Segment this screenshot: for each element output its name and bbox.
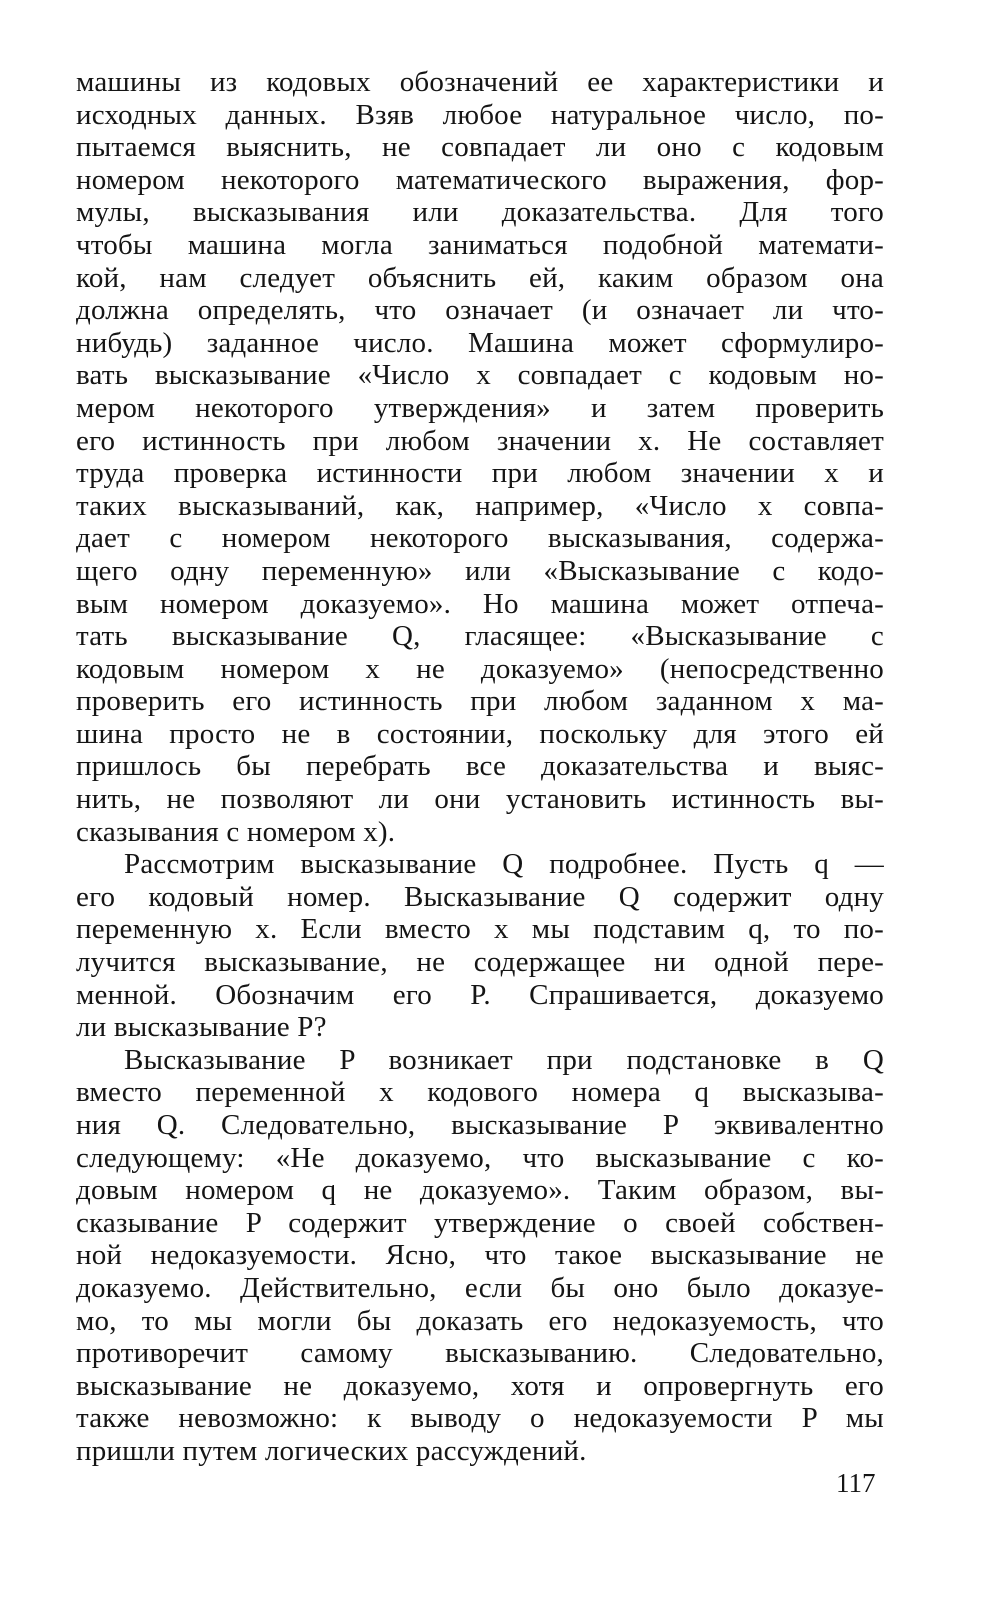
text-line: кодовым номером x не доказуемо» (непосредственно — [76, 652, 884, 685]
paragraph-2 — [76, 848, 884, 1044]
text-line: довым номером q не доказуемо». Таким образом, вы- — [76, 1174, 884, 1207]
text-line: переменную x. Если вместо x мы подставим q, то по- — [76, 913, 884, 946]
page-number: 117 — [836, 1468, 876, 1498]
text-line: мером некоторого утверждения» и затем проверить — [76, 391, 884, 424]
text-line: нить, не позволяют ли они установить истинность вы- — [76, 783, 884, 816]
text-line: вым номером доказуемо». Но машина может отпеча- — [76, 587, 884, 620]
text-line: шина просто не в состоянии, поскольку для этого ей — [76, 717, 884, 750]
text-line: вместо переменной x кодового номера q высказыва- — [76, 1076, 884, 1109]
text-line: его кодовый номер. Высказывание Q содержит одну — [76, 880, 884, 913]
text-line: его истинность при любом значении x. Не составляет — [76, 424, 884, 457]
paragraph-1 — [76, 66, 884, 848]
text-line: вать высказывание «Число x совпадает с кодовым но- — [76, 359, 884, 392]
text-line: пришлось бы перебрать все доказательства и выяс- — [76, 750, 884, 783]
text-line: лучится высказывание, не содержащее ни одной пере- — [76, 946, 884, 979]
text-line: ной недоказуемости. Ясно, что такое высказывание не — [76, 1239, 884, 1272]
text-line: менной. Обозначим его P. Спрашивается, доказуемо — [76, 978, 884, 1011]
paragraph-3 — [76, 1044, 884, 1468]
text-line: щего одну переменную» или «Высказывание с кодо- — [76, 554, 884, 587]
text-line: исходных данных. Взяв любое натуральное число, по- — [76, 98, 884, 131]
text-line: пытаемся выяснить, не совпадает ли оно с кодовым — [76, 131, 884, 164]
text-line: сказывание P содержит утверждение о своей собствен- — [76, 1206, 884, 1239]
text-line: противоречит самому высказыванию. Следовательно, — [76, 1337, 884, 1370]
text-line: чтобы машина могла заниматься подобной математи- — [76, 228, 884, 261]
text-line: проверить его истинность при любом заданном x ма- — [76, 685, 884, 718]
text-line: ли высказывание P? — [76, 1011, 327, 1044]
text-line: мо, то мы могли бы доказать его недоказуемость, что — [76, 1304, 884, 1337]
text-line: мулы, высказывания или доказательства. Для того — [76, 196, 884, 229]
text-line: нибудь) заданное число. Машина может сформулиро- — [76, 326, 884, 359]
text-line: доказуемо. Действительно, если бы оно было доказуе- — [76, 1271, 884, 1304]
text-line: следующему: «Не доказуемо, что высказывание с ко- — [76, 1141, 884, 1174]
text-line: высказывание не доказуемо, хотя и опровергнуть его — [76, 1369, 884, 1402]
text-line: дает с номером некоторого высказывания, содержа- — [76, 522, 884, 555]
text-line: кой, нам следует объяснить ей, каким образом она — [76, 261, 884, 294]
text-line: ния Q. Следовательно, высказывание P эквивалентно — [76, 1109, 884, 1141]
text-line: таких высказываний, как, например, «Число x совпа- — [76, 489, 884, 522]
text-line: также невозможно: к выводу о недоказуемости P мы — [76, 1402, 884, 1435]
body-text — [76, 66, 884, 1468]
text-line: машины из кодовых обозначений ее характеристики и — [76, 66, 884, 98]
text-line: сказывания с номером x). — [76, 815, 396, 848]
text-line: тать высказывание Q, гласящее: «Высказывание с — [76, 620, 884, 653]
text-line: номером некоторого математического выражения, фор- — [76, 163, 884, 196]
text-line: Высказывание P возникает при подстановке в Q — [124, 1043, 884, 1076]
text-line: труда проверка истинности при любом значении x и — [76, 457, 884, 490]
text-line: должна определять, что означает (и означает ли что- — [76, 294, 884, 327]
text-line: Рассмотрим высказывание Q подробнее. Пусть q — — [124, 848, 884, 881]
text-line: пришли путем логических рассуждений. — [76, 1434, 587, 1467]
